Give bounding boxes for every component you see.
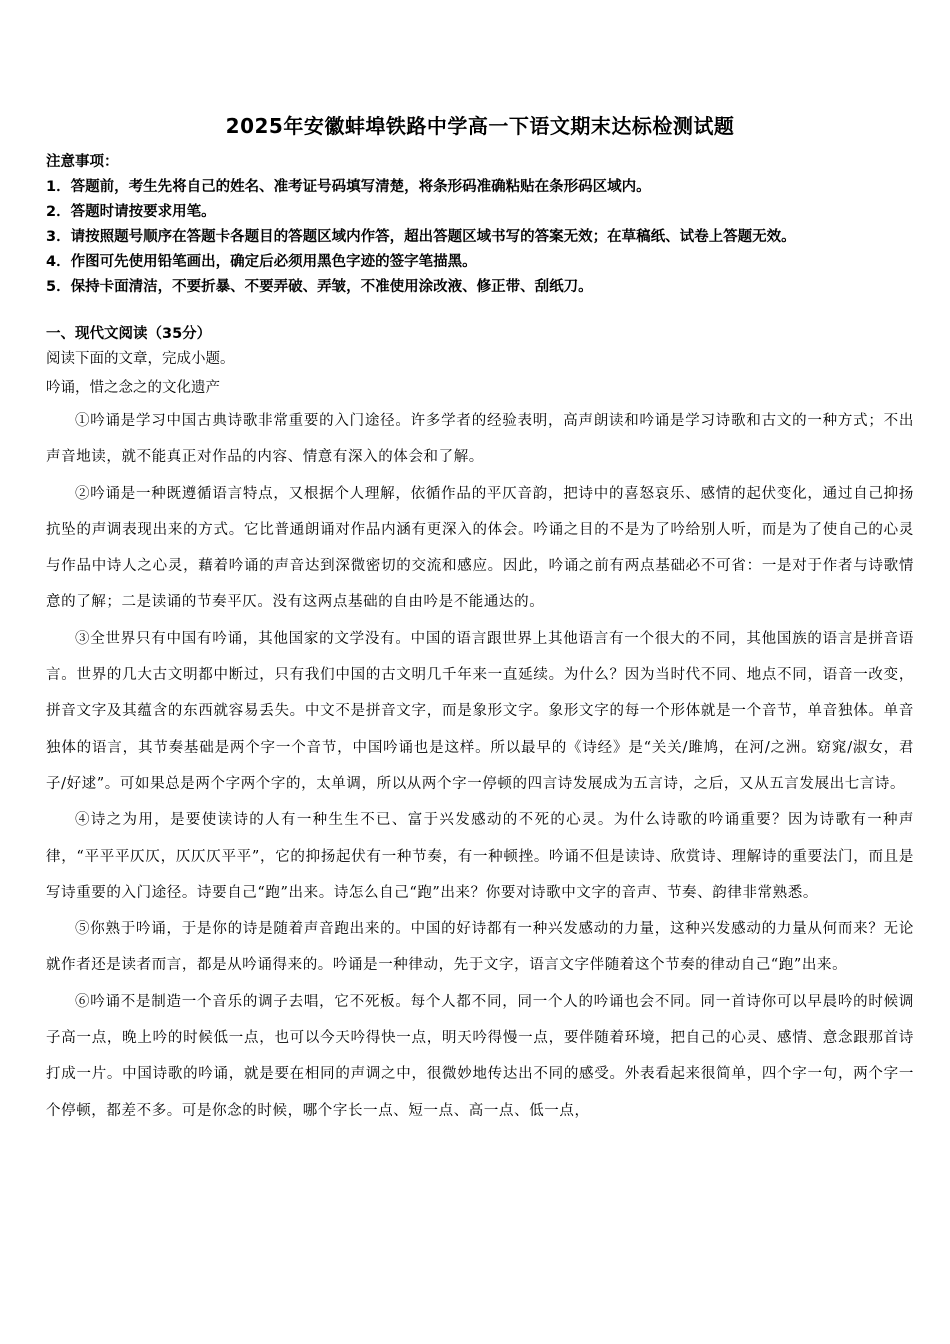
notice-item-3: 3．请按照题号顺序在答题卡各题目的答题区域内作答，超出答题区域书写的答案无效；在草稿纸、试卷上答题无效。 <box>46 229 796 245</box>
article-paragraph-5: ⑤你熟于吟诵，于是你的诗是随着声音跑出来的。中国的好诗都有一种兴发感动的力量，这种兴发感动的力量从何而来？无论就作者还是读者而言，都是从吟诵得来的。吟诵是一种律动，先于文字，语言文字伴随着这个节奏的律动自己“跑”出来。 <box>46 921 914 974</box>
notice-item-5: 5．保持卡面清洁，不要折暴、不要弄破、弄皱，不准使用涂改液、修正带、刮纸刀。 <box>46 279 593 295</box>
article-title: 吟诵，惜之念之的文化遗产 <box>46 380 220 396</box>
article-paragraph-4: ④诗之为用，是要使读诗的人有一种生生不已、富于兴发感动的不死的心灵。为什么诗歌的吟诵重要？因为诗歌有一种声律，“平平平仄仄，仄仄仄平平”，它的抑扬起伏有一种节奏，有一种顿挫。吟诵不但是读诗、欣赏诗、理解诗的重要法门，而且是写诗重要的入门途径。诗要自己“跑”出来。诗怎么自己“跑”出来？你要对诗歌中文字的音声、节奏、韵律非常熟悉。 <box>46 812 914 901</box>
article-paragraph-2: ②吟诵是一种既遵循语言特点，又根据个人理解，依循作品的平仄音韵，把诗中的喜怒哀乐、感情的起伏变化，通过自己抑扬抗坠的声调表现出来的方式。它比普通朗诵对作品内涵有更深入的体会。吟诵之目的不是为了吟给别人听，而是为了使自己的心灵与作品中诗人之心灵，藉着吟诵的声音达到深微密切的交流和感应。因此，吟诵之前有两点基础必不可省：一是对于作者与诗歌情意的了解；二是读诵的节奏平仄。没有这两点基础的自由吟是不能通达的。 <box>46 485 914 611</box>
notice-block <box>46 150 914 300</box>
notice-item-4: 4．作图可先使用铅笔画出，确定后必须用黑色字迹的签字笔描黑。 <box>46 254 477 270</box>
reading-section <box>46 322 914 1129</box>
exam-page <box>46 112 914 1129</box>
section-heading: 一、现代文阅读（35分） <box>46 326 212 342</box>
article-paragraph-6: ⑥吟诵不是制造一个音乐的调子去唱，它不死板。每个人都不同，同一个人的吟诵也会不同。同一首诗你可以早晨吟的时候调子高一点，晚上吟的时候低一点，也可以今天吟得快一点，明天吟得慢一点，要伴随着环境，把自己的心灵、感情、意念跟那首诗打成一片。中国诗歌的吟诵，就是要在相同的声调之中，很微妙地传达出不同的感受。外表看起来很简单，四个字一句，两个字一个停顿，都差不多。可是你念的时候，哪个字长一点、短一点、高一点、低一点， <box>46 993 914 1119</box>
section-instruction: 阅读下面的文章，完成小题。 <box>46 351 235 367</box>
notice-item-2: 2．答题时请按要求用笔。 <box>46 204 216 220</box>
article-paragraph-1: ①吟诵是学习中国古典诗歌非常重要的入门途径。许多学者的经验表明，高声朗读和吟诵是学习诗歌和古文的一种方式；不出声音地读，就不能真正对作品的内容、情意有深入的体会和了解。 <box>46 413 914 466</box>
notice-heading: 注意事项： <box>46 154 119 170</box>
exam-title: 2025年安徽蚌埠铁路中学高一下语文期末达标检测试题 <box>225 114 735 138</box>
notice-item-1: 1．答题前，考生先将自己的姓名、准考证号码填写清楚，将条形码准确粘贴在条形码区域内。 <box>46 179 651 195</box>
article-paragraph-3: ③全世界只有中国有吟诵，其他国家的文学没有。中国的语言跟世界上其他语言有一个很大的不同，其他国族的语言是拼音语言。世界的几大古文明都中断过，只有我们中国的古文明几千年来一直延续。为什么？因为当时代不同、地点不同，语音一改变，拼音文字及其蕴含的东西就容易丢失。中文不是拼音文字，而是象形文字。象形文字的每一个形体就是一个音节，单音独体。单音独体的语言，其节奏基础是两个字一个音节，中国吟诵也是这样。所以最早的《诗经》是“关关/雎鸠，在河/之洲。窈窕/淑女，君子/好逑”。可如果总是两个字两个字的，太单调，所以从两个字一停顿的四言诗发展成为五言诗，之后，又从五言发展出七言诗。 <box>46 630 914 792</box>
